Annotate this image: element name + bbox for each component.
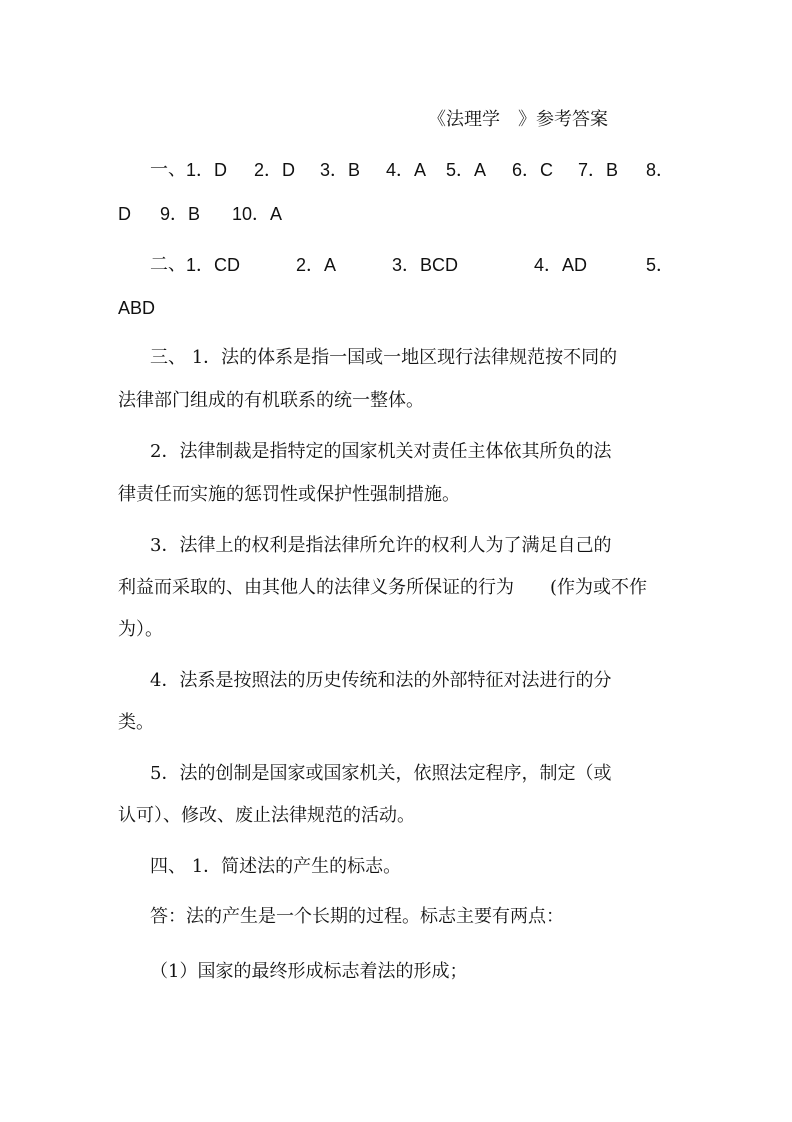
definition-line: 法律部门组成的有机联系的统一整体。 [118, 390, 424, 411]
question-line: 四、 1．简述法的产生的标志。 [150, 856, 402, 877]
definition-line: 认可）、修改、废止法律规范的活动。 [118, 805, 415, 826]
section1-answer: 9．B [160, 204, 201, 224]
section2-answer: ABD [118, 298, 156, 318]
definition-line: 5．法的创制是国家或国家机关，依照法定程序，制定（或 [150, 763, 612, 784]
section1-answer: 5．A [446, 160, 487, 180]
definition-line: 2．法律制裁是指特定的国家机关对责任主体依其所负的法 [150, 441, 612, 462]
section2-answer: 4．AD [534, 255, 588, 275]
definition-line: 4．法系是按照法的历史传统和法的外部特征对法进行的分 [150, 670, 612, 691]
section1-answer: 8． [646, 160, 675, 180]
definition-line: 三、 1．法的体系是指一国或一地区现行法律规范按不同的 [150, 347, 618, 368]
section2-answer: 1．CD [186, 255, 241, 275]
definition-line: 类。 [118, 712, 154, 733]
definition-line: 律责任而实施的惩罚性或保护性强制措施。 [118, 484, 460, 505]
section2-answer: 2．A [296, 255, 337, 275]
section1-answer: 4．A [386, 160, 427, 180]
definition-line: 3．法律上的权利是指法律所允许的权利人为了满足自己的 [150, 535, 612, 556]
section1-answer: 1．D [186, 160, 228, 180]
document-title: 《法理学 》参考答案 [428, 109, 608, 130]
section1-answer: 3．B [320, 160, 361, 180]
section1-answer: 10．A [232, 204, 283, 224]
definition-line: 为）。 [118, 619, 163, 640]
section1-prefix: 一、 [150, 159, 186, 180]
section2-answer: 3．BCD [392, 255, 459, 275]
answer-intro: 答：法的产生是一个长期的过程。标志主要有两点： [150, 906, 564, 927]
section1-answer: 7．B [578, 160, 619, 180]
answer-point: （1）国家的最终形成标志着法的形成； [150, 961, 468, 982]
section2-prefix: 二、 [150, 254, 186, 275]
section1-answer: D [118, 204, 131, 224]
section2-answer: 5． [646, 255, 675, 275]
section1-answer: 2．D [254, 160, 296, 180]
definition-line: 利益而采取的、由其他人的法律义务所保证的行为 (作为或不作 [118, 577, 648, 598]
section1-answer: 6．C [512, 160, 554, 180]
